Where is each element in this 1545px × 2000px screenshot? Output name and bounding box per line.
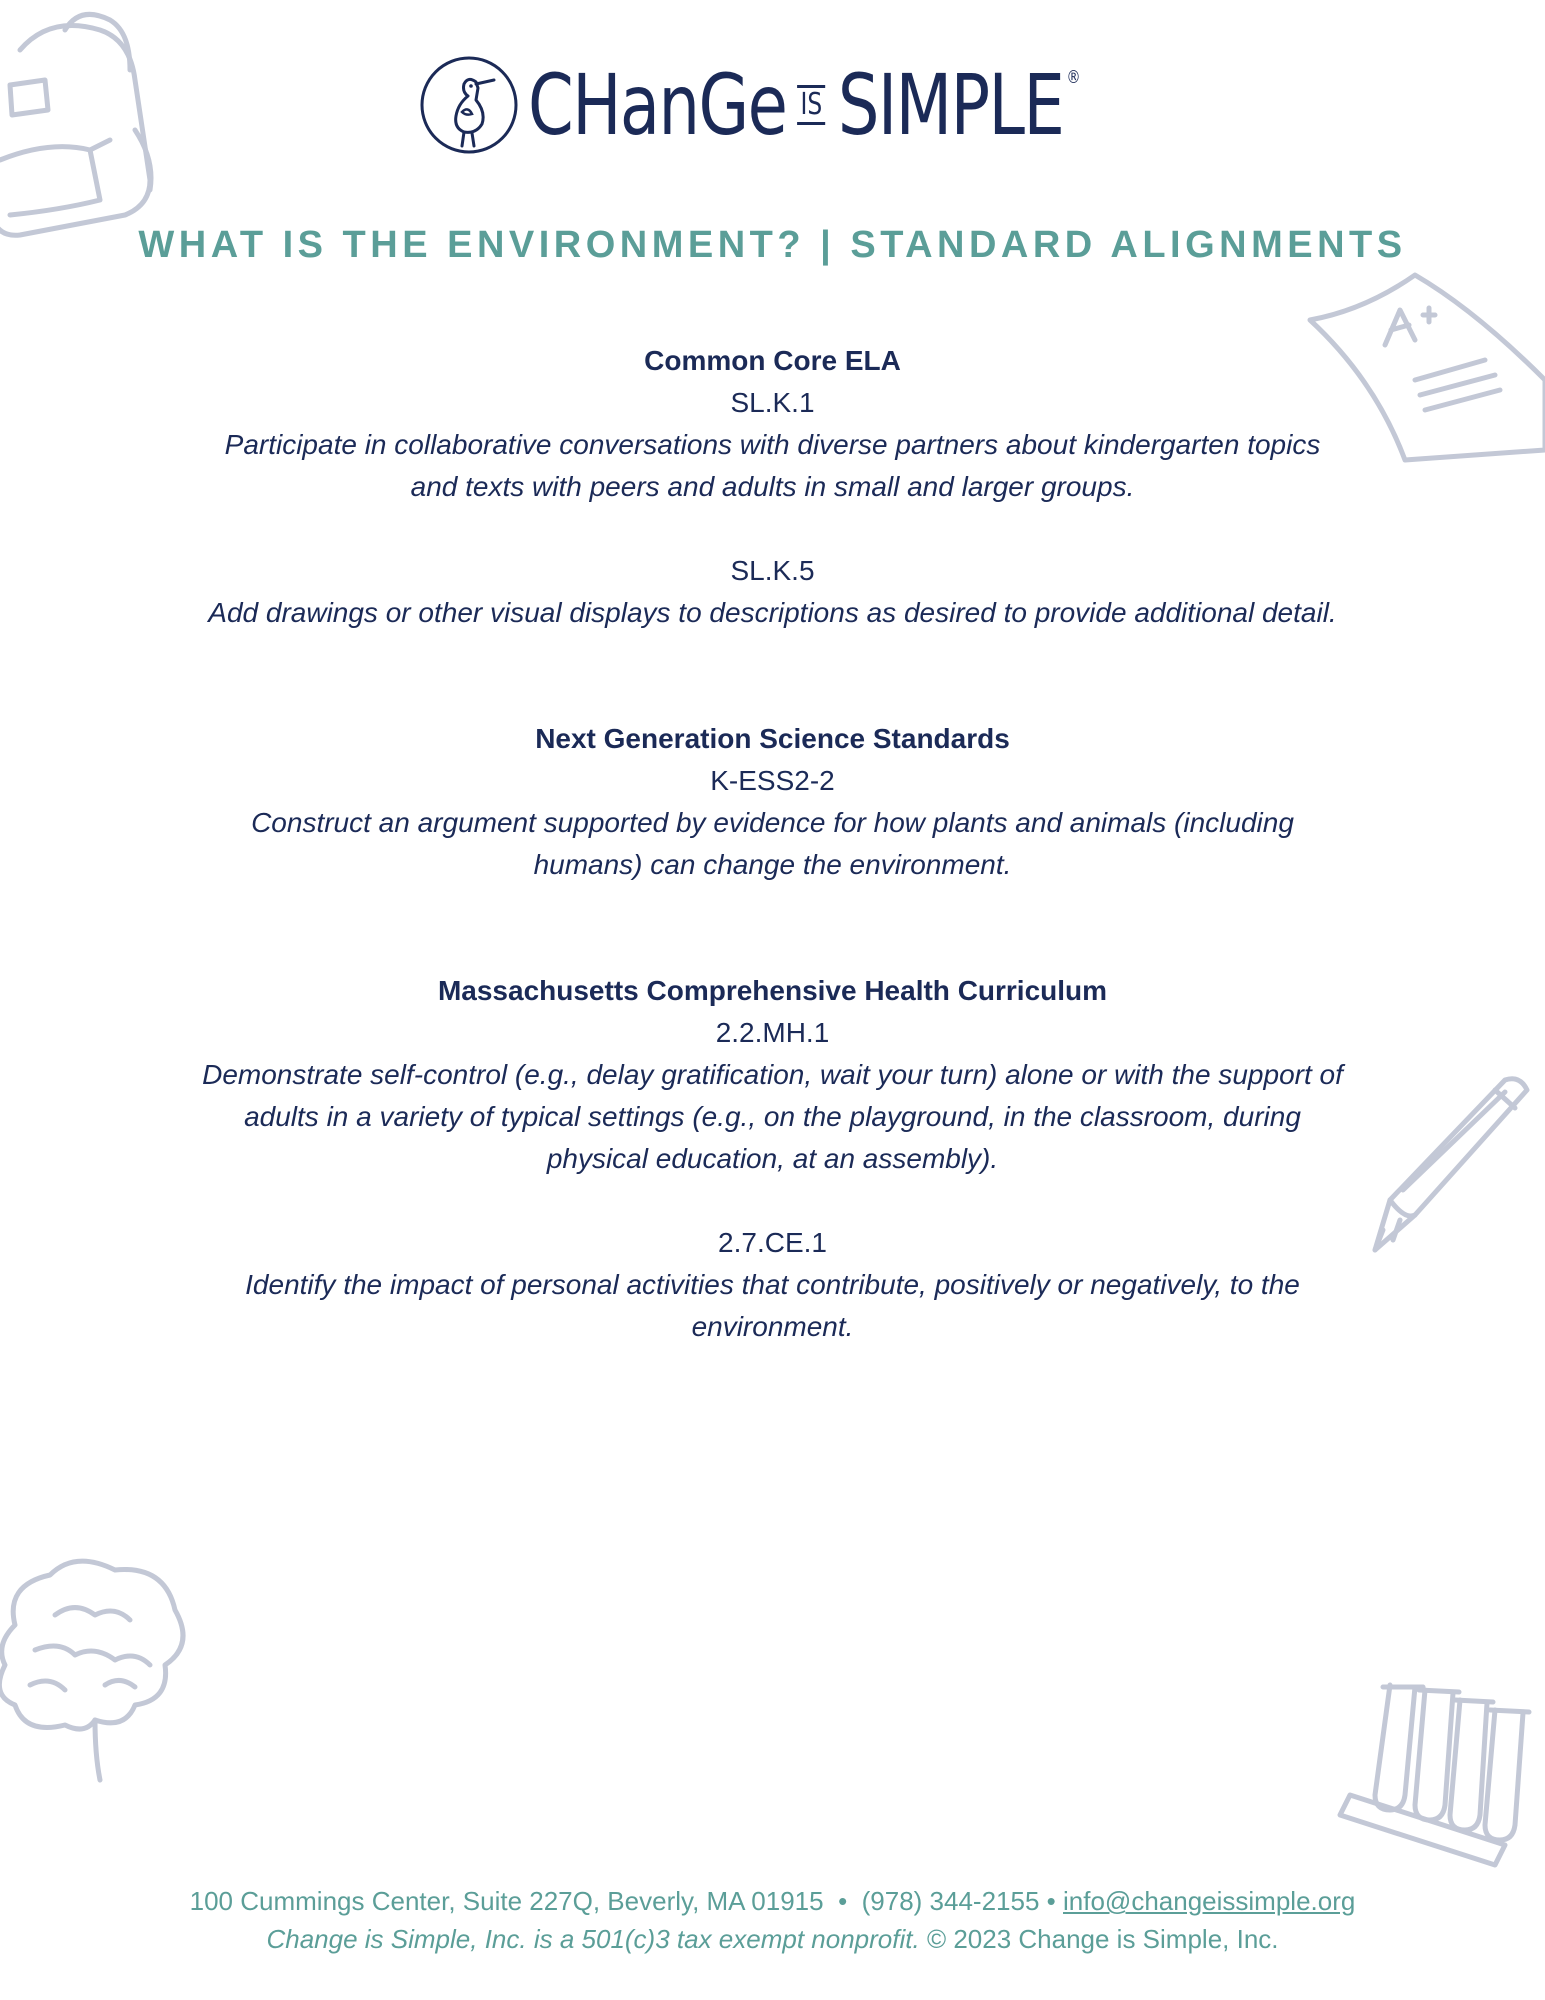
page-footer [0,1882,1545,1958]
footer-address: 100 Cummings Center, Suite 227Q, Beverly, MA 01915 [189,1886,824,1916]
standard-description: Identify the impact of personal activities that contribute, positively or negatively, to the [245,1269,1300,1300]
backpack-icon [0,10,170,240]
standard-description: Demonstrate self-control (e.g., delay gratification, wait your turn) alone or with the support of [202,1059,1343,1090]
standards-content [200,340,1345,1348]
heron-logo-icon [418,54,520,156]
standard-code: 2.2.MH.1 [715,1017,830,1048]
standard-code: SL.K.1 [730,387,815,418]
logo-word-change: CHanGe [528,56,787,154]
standard-description: physical education, at an assembly). [546,1143,999,1174]
section-ngss [200,718,1345,886]
standard-description: and texts with peers and adults in small and larger groups. [410,471,1135,502]
section-common-core-ela [200,340,1345,634]
section-ma-health [200,970,1345,1348]
standard-description: environment. [691,1311,854,1342]
section-heading: Next Generation Science Standards [535,723,1010,754]
standard-code: K-ESS2-2 [710,765,835,796]
brand-wordmark [528,56,1081,154]
section-heading: Massachusetts Comprehensive Health Curriculum [437,975,1108,1006]
standard-description: adults in a variety of typical settings (e.g., on the playground, in the classroom, during [244,1101,1301,1132]
pencil-icon [1355,1070,1535,1270]
standard-description: Participate in collaborative conversations with diverse partners about kindergarten topics [224,429,1321,460]
footer-email-link[interactable]: info@changeissimple.org [1063,1886,1356,1916]
brand-logo [418,50,1138,160]
standard-description: Construct an argument supported by evidence for how plants and animals (including [251,807,1294,838]
registered-mark: ® [1066,67,1081,88]
standard-code: 2.7.CE.1 [718,1227,827,1258]
footer-separator: • [838,1886,848,1916]
logo-word-is: IS [797,85,825,125]
test-tubes-icon [1335,1675,1545,1875]
section-heading: Common Core ELA [644,345,901,376]
standard-code: SL.K.5 [730,555,815,586]
page-title: WHAT IS THE ENVIRONMENT? | STANDARD ALIGNMENTS [138,224,1407,266]
footer-legal-line [0,1920,1545,1958]
footer-separator: • [1046,1886,1056,1916]
footer-phone: (978) 344-2155 [861,1886,1040,1916]
brain-icon [0,1555,195,1785]
footer-nonprofit: Change is Simple, Inc. is a 501(c)3 tax exempt nonprofit. [266,1924,920,1954]
footer-copyright: © 2023 Change is Simple, Inc. [926,1924,1279,1954]
standard-description: humans) can change the environment. [533,849,1012,880]
standard-description: Add drawings or other visual displays to descriptions as desired to provide additional detail. [208,597,1337,628]
footer-contact-line [0,1882,1545,1920]
logo-word-simple: SIMPLE [837,56,1064,154]
